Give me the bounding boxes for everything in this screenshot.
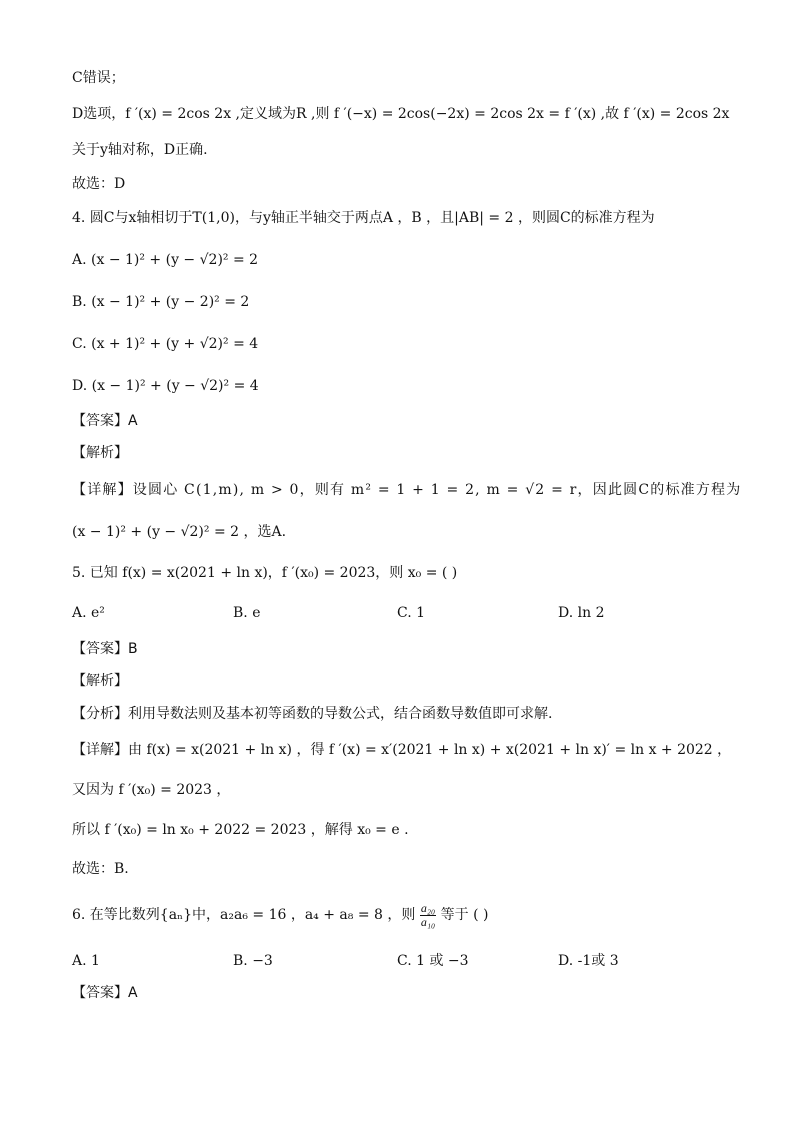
q6-option-c: C. 1 或 −3	[397, 953, 469, 969]
q4-detail-1: 【详解】设圆心 C(1,m), m > 0，则有 m² = 1 + 1 = 2, m = √2 = r，因此圆C的标准方程为	[72, 482, 742, 498]
q6-prefix: 6. 在等比数列{aₙ}中，a₂a₆ = 16 ，a₄ + a₈ = 8 ，则	[72, 907, 416, 923]
q5-option-b: B. e	[233, 605, 261, 621]
q6-fraction-numerator: a₂₀	[420, 900, 436, 915]
q6-fraction	[420, 902, 436, 929]
q5-answer: 【答案】B	[72, 641, 138, 657]
q6-option-a: A. 1	[72, 953, 100, 969]
q4-option-c: C. (x + 1)² + (y + √2)² = 4	[72, 336, 259, 352]
line-symmetric: 关于y轴对称，D正确.	[72, 142, 208, 158]
q4-option-d: D. (x − 1)² + (y − √2)² = 4	[72, 378, 259, 394]
q5-option-a: A. e²	[72, 605, 105, 621]
q5-option-c: C. 1	[397, 605, 426, 621]
q5-detail-2: 又因为 f ′(x₀) = 2023 ，	[72, 782, 231, 798]
question-5: 5. 已知 f(x) = x(2021 + ln x)，f ′(x₀) = 2023，则 x₀ = ( )	[72, 565, 458, 581]
q6-suffix: 等于 ( )	[440, 907, 489, 923]
q5-method: 【分析】利用导数法则及基本初等函数的导数公式，结合函数导数值即可求解.	[72, 706, 553, 722]
q5-analysis-label: 【解析】	[72, 673, 128, 689]
line-select-d: 故选：D	[72, 176, 126, 192]
q5-detail-3: 所以 f ′(x₀) = ln x₀ + 2022 = 2023 ，解得 x₀ = e .	[72, 822, 409, 838]
q4-detail-2: (x − 1)² + (y − √2)² = 2 ，选A.	[72, 524, 287, 540]
q6-fraction-denominator: a₁₀	[420, 914, 436, 929]
q5-select: 故选：B.	[72, 861, 129, 877]
q5-option-d: D. ln 2	[558, 605, 605, 621]
q5-detail-1: 【详解】由 f(x) = x(2021 + ln x) ，得 f ′(x) = x′(2021 + ln x) + x(2021 + ln x)′ = ln x + 2022 ，	[72, 742, 732, 758]
question-4: 4. 圆C与x轴相切于T(1,0)，与y轴正半轴交于两点A ，B ，且|AB| = 2 ，则圆C的标准方程为	[72, 210, 655, 226]
line-d-option: D选项，f ′(x) = 2cos 2x ,定义域为R ,则 f ′(−x) = 2cos(−2x) = 2cos 2x = f ′(x) ,故 f ′(x) = 2cos 2x	[72, 106, 730, 122]
q4-answer: 【答案】A	[72, 413, 138, 429]
q6-option-b: B. −3	[233, 953, 273, 969]
line-c-wrong: C错误；	[72, 70, 125, 86]
question-6	[72, 898, 488, 932]
q6-option-d: D. -1或 3	[558, 953, 619, 969]
q4-option-a: A. (x − 1)² + (y − √2)² = 2	[72, 252, 259, 268]
q4-option-b: B. (x − 1)² + (y − 2)² = 2	[72, 294, 250, 310]
q6-answer: 【答案】A	[72, 985, 138, 1001]
q4-analysis-label: 【解析】	[72, 445, 128, 461]
